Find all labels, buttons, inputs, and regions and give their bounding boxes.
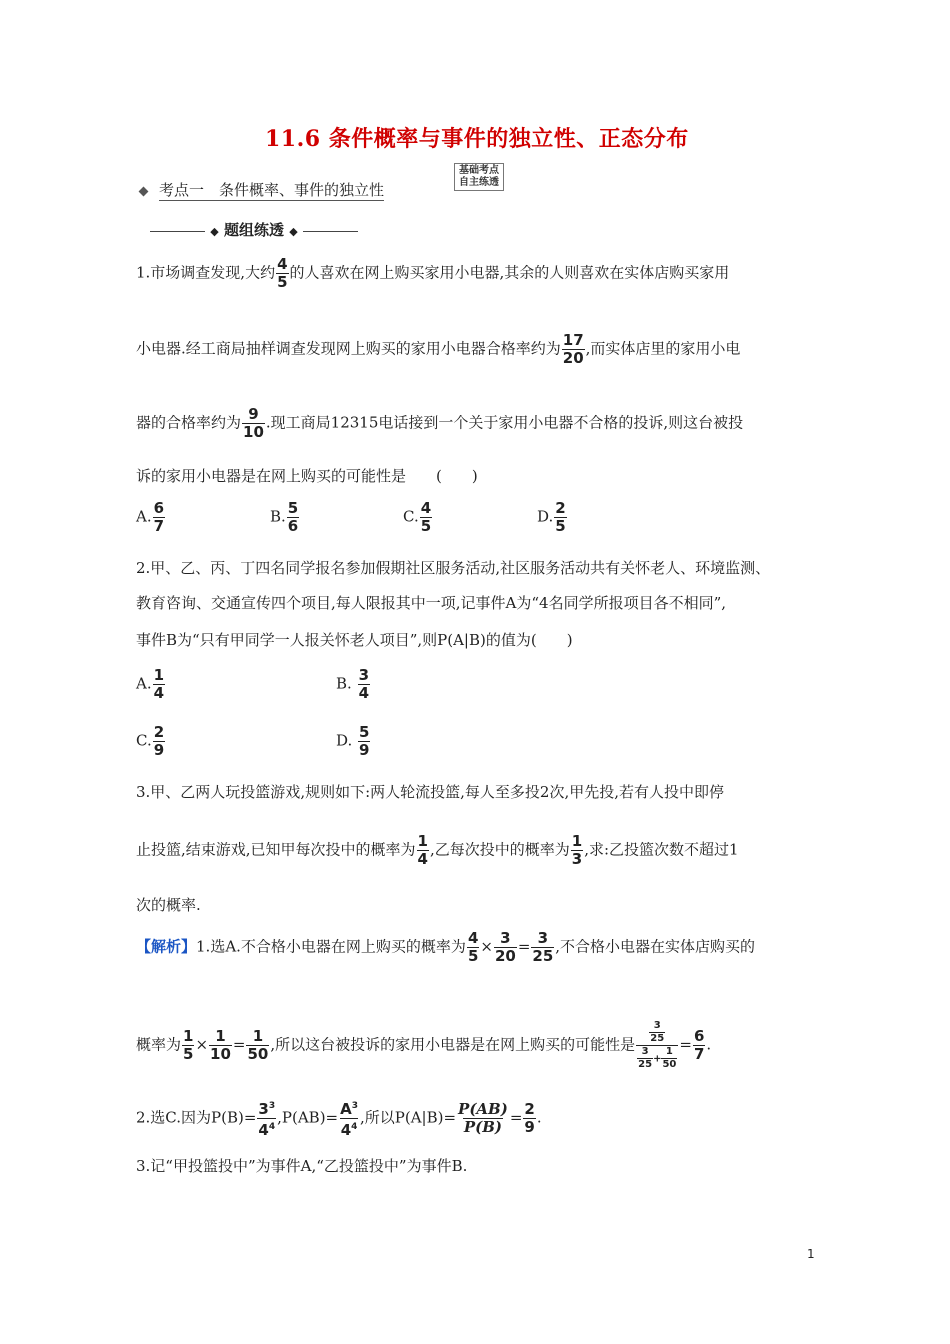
q1-option-c: C. $\frac{4}{5}$ [403,499,432,535]
q1-option-b: B. $\frac{5}{6}$ [270,499,299,535]
q1-line4: 诉的家用小电器是在网上购买的可能性是 ( ) [136,467,478,485]
q1-line1: 1.市场调查发现,大约 $\frac{4}{5}$ 的人喜欢在网上购买家用小电器,其余的人则喜欢在实体店购买家用 [136,255,730,291]
q3-line3: 次的概率. [136,896,201,914]
analysis-tag: 【解析】 [136,937,197,956]
q2-line3: 事件B为“只有甲同学一人报关怀老人项目”,则P(A|B)的值为( ) [136,631,573,649]
section-heading: 考点一 条件概率、事件的独立性 [140,180,384,200]
analysis-1-line2: 概率为 $\frac{1}{5}$ × $\frac{1}{10}$ = $\frac{1}{50}$ ,所以这台被投诉的家用小电器是在网上购买的可能性是 $\frac{3}{25}$ $\frac{3}{25}$ + $\frac{1}{50}$ = $\frac{6}{7}$ . [136,1020,712,1070]
nested-fraction: $\frac{3}{25}$ $\frac{3}{25}$ + $\frac{1}{50}$ [638,1020,677,1070]
q2-option-c: C. $\frac{2}{9}$ [136,723,165,759]
divider-left [150,231,205,232]
page-title: 11.6 条件概率与事件的独立性、正态分布 [265,126,689,152]
section-badge: 基础考点 自主练透 [454,163,504,191]
q2-option-d: D. $\frac{5}{9}$ [336,723,370,759]
q3-line1: 3.甲、乙两人玩投篮游戏,规则如下:两人轮流投篮,每人至多投2次,甲先投,若有人投中即停 [136,783,724,801]
q1-option-a: A. $\frac{6}{7}$ [136,499,165,535]
diamond-icon: ◆ [210,225,219,238]
q1-option-d: D. $\frac{2}{5}$ [537,499,566,535]
fraction: $\frac{9}{10}$ [243,405,264,441]
group-heading: ◆ 题组练透 ◆ [150,220,358,242]
q3-line2: 止投篮,结束游戏,已知甲每次投中的概率为 $\frac{1}{4}$ ,乙每次投中的概率为 $\frac{1}{3}$ ,求:乙投篮次数不超过1 [136,832,739,868]
page-number: 1 [807,1247,815,1261]
q2-option-b: B. $\frac{3}{4}$ [336,666,369,702]
q1-line2: 小电器.经工商局抽样调查发现网上购买的家用小电器合格率约为 $\frac{17}{20}$ ,而实体店里的家用小电 [136,331,741,367]
diamond-icon: ◆ [289,225,298,238]
analysis-1-line1: 【解析】1.选A.不合格小电器在网上购买的概率为 $\frac{4}{5}$ × $\frac{3}{20}$ = $\frac{3}{25}$ ,不合格小电器在实体店购买的 [136,929,756,965]
fraction: $\frac{4}{5}$ [277,255,288,291]
q2-line2: 教育咨询、交通宣传四个项目,每人限报其中一项,记事件A为“4名同学所报项目各不相同”, [136,594,727,612]
analysis-3: 3.记“甲投篮投中”为事件A,“乙投篮投中”为事件B. [136,1157,468,1175]
fraction: $\frac{17}{20}$ [562,331,584,367]
divider-right [303,231,358,232]
diamond-icon [139,186,149,196]
q1-line3: 器的合格率约为 $\frac{9}{10}$ .现工商局12315电话接到一个关于家用小电器不合格的投诉,则这台被投 [136,405,744,441]
q2-option-a: A. $\frac{1}{4}$ [136,666,165,702]
analysis-2: 2.选C.因为P(B)= $\frac{3^3}{4^4}$ ,P(AB)= $\frac{A^3}{4^4}$ ,所以P(A|B)= $\frac{P(AB)}{P(B)}$ = $\frac{2}{9}$ . [136,1100,542,1139]
q2-line1: 2.甲、乙、丙、丁四名同学报名参加假期社区服务活动,社区服务活动共有关怀老人、环境监测、 [136,559,771,577]
